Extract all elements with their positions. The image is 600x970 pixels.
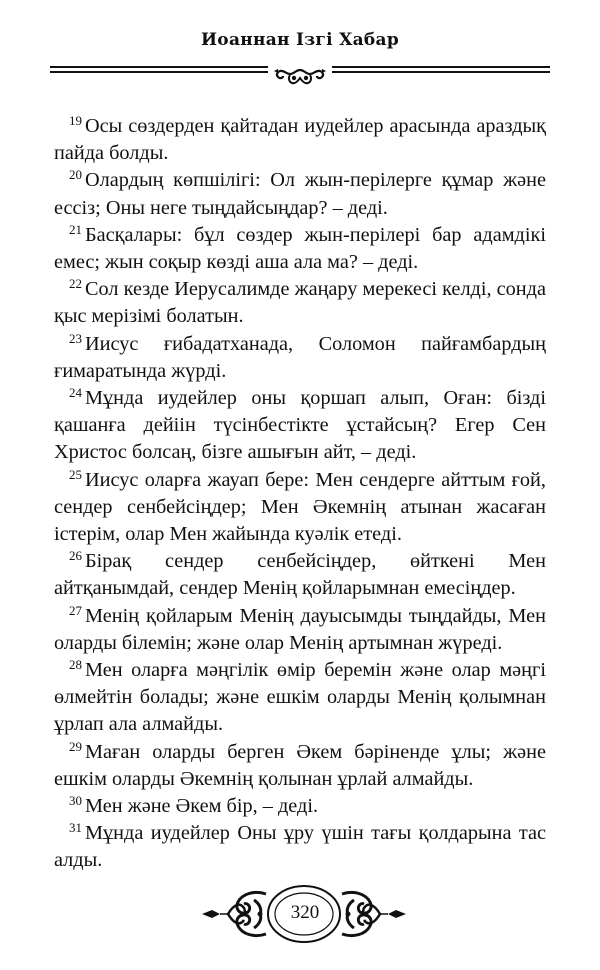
verse-text: Мұнда иудейлер оны қоршап алып, Оған: бізді қашанға дейіін түсінбестікте ұстайсың? Егер Сен Христос болсаң, бізге ашығын айт, – деді. xyxy=(54,387,546,464)
running-title: Иоаннан Ізгі Хабар xyxy=(200,30,400,50)
verse-28 xyxy=(54,657,546,739)
verse-number: 28 xyxy=(69,657,82,673)
verse-31 xyxy=(54,820,546,874)
verse-number: 21 xyxy=(69,221,82,237)
verse-text: Иисус ғибадатханада, Соломон пайғамбардың ғимаратында жүрді. xyxy=(54,332,546,382)
verse-number: 24 xyxy=(69,385,82,401)
verse-21 xyxy=(54,222,546,276)
verse-number: 29 xyxy=(69,738,82,754)
page-number: 320 xyxy=(290,902,320,923)
verse-number: 25 xyxy=(69,466,82,482)
verse-text: Осы сөздерден қайтадан иудейлер арасында араздық пайда болды. xyxy=(54,115,546,165)
verse-22 xyxy=(54,276,546,330)
verse-20 xyxy=(54,167,546,221)
verse-number: 26 xyxy=(69,548,82,564)
verse-30 xyxy=(54,793,546,820)
verse-26 xyxy=(54,548,546,602)
verse-number: 20 xyxy=(69,167,82,183)
verse-text: Маған оларды берген Әкем бәріненде ұлы; және ешкім оларды Әкемнің қолынан ұрлай алмайды. xyxy=(54,740,546,790)
verse-25 xyxy=(54,467,546,549)
verse-text: Менің қойларым Менің дауысымды тыңдайды, Мен оларды білемін; және олар Менің артымнан жүреді. xyxy=(54,604,546,654)
verse-text: Мұнда иудейлер Оны ұру үшін тағы қолдарына тас алды. xyxy=(54,822,546,872)
verse-number: 30 xyxy=(69,793,82,809)
verse-text: Мен және Әкем бір, – деді. xyxy=(85,795,319,818)
verse-24 xyxy=(54,385,546,467)
verse-number: 22 xyxy=(69,276,82,292)
verse-number: 23 xyxy=(69,330,82,346)
verse-text: Олардың көпшілігі: Ол жын-перілерге құмар және ессіз; Оны неге тыңдайсыңдар? – деді. xyxy=(54,169,546,219)
verse-text: Сол кезде Иерусалимде жаңару мерекесі келді, сонда қыс мерізімі болатын. xyxy=(54,278,546,328)
verse-19 xyxy=(54,113,546,167)
header-flourish-icon xyxy=(268,66,332,86)
verse-number: 31 xyxy=(69,820,82,836)
verse-23 xyxy=(54,331,546,385)
verse-29 xyxy=(54,739,546,793)
verse-text: Иисус оларға жауап бере: Мен сендерге айттым ғой, сендер сенбейсіңдер; Мен Әкемнің атынан жасаған істерім, олар Мен жайында куәлік етеді. xyxy=(54,468,546,546)
scripture-text xyxy=(54,113,546,875)
verse-text: Басқалары: бұл сөздер жын-перілері бар адамдікі емес; жын соқыр көзді аша ала ма? – деді. xyxy=(54,223,546,274)
verse-number: 27 xyxy=(69,602,82,618)
verse-27 xyxy=(54,603,546,657)
verse-number: 19 xyxy=(69,113,82,128)
verse-text: Мен оларға мәңгілік өмір беремін және олар мәңгі өлмейтін болады; және ешкім оларды Менің қолымнан ұрлап ала алмайды. xyxy=(54,659,546,736)
verse-text: Бірақ сендер сенбейсіңдер, өйткені Мен айтқанымдай, сендер Менің қойларымнан емесіңдер. xyxy=(54,550,546,600)
